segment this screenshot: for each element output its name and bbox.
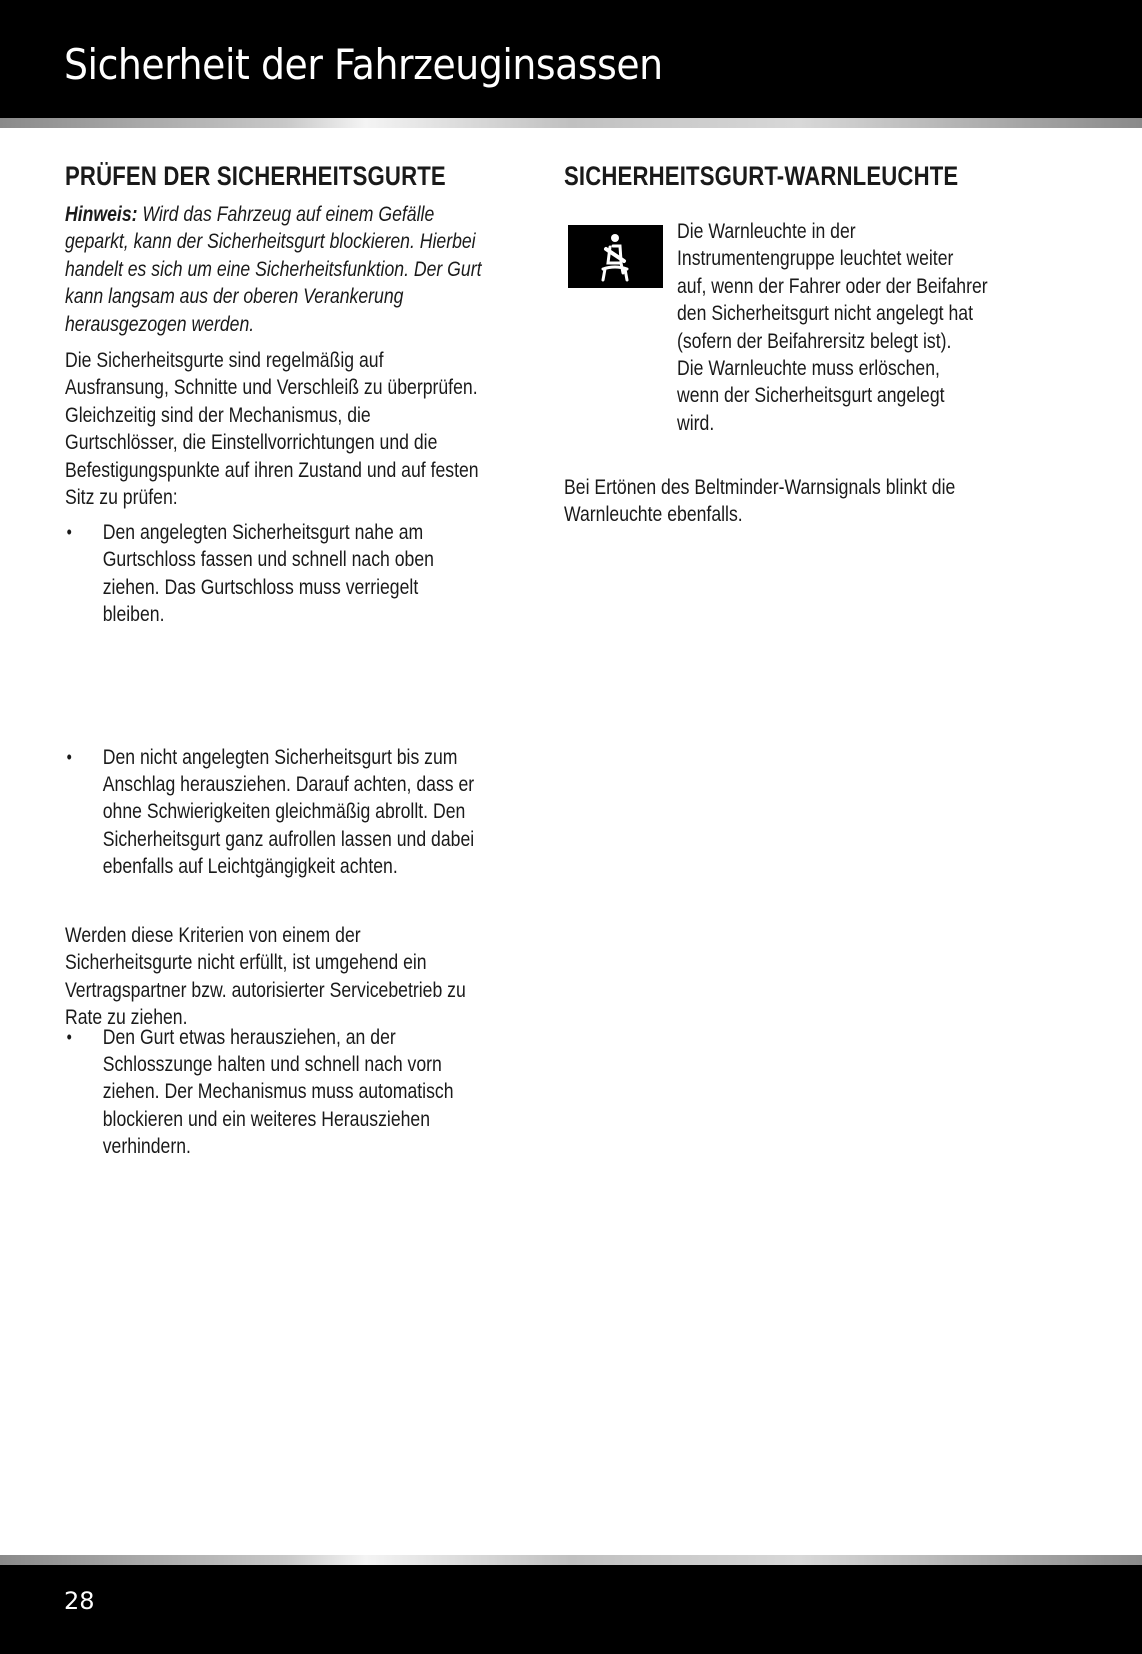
text-line: Den Gurt etwas herausziehen, an der xyxy=(102,1024,396,1049)
text-line: wenn der Sicherheitsgurt angelegt xyxy=(677,383,945,408)
note-line: kann langsam aus der oberen Verankerung xyxy=(65,284,404,309)
text-line: ziehen. Das Gurtschloss muss verriegelt xyxy=(102,574,419,599)
text-line: Rate zu ziehen. xyxy=(65,1005,188,1030)
section-heading: PRÜFEN DER SICHERHEITSGURTE xyxy=(65,161,446,191)
text-line: Die Warnleuchte muss erlöschen, xyxy=(677,356,940,381)
text-line: Gurtschloss fassen und schnell nach oben xyxy=(102,547,434,572)
text-line: Die Sicherheitsgurte sind regelmäßig auf xyxy=(65,348,384,372)
right-column xyxy=(564,161,958,191)
text-line: Den angelegten Sicherheitsgurt nahe am xyxy=(102,520,424,544)
text-line: Schlosszunge halten und schnell nach vorn xyxy=(102,1052,442,1077)
note-line: handelt es sich um eine Sicherheitsfunktion. Der Gurt xyxy=(65,256,482,281)
note-line: geparkt, kann der Sicherheitsgurt blockieren. Hierbei xyxy=(65,229,476,254)
note-label: Hinweis: xyxy=(65,202,138,226)
text-line: bleiben. xyxy=(102,602,165,627)
text-line: ebenfalls auf Leichtgängigkeit achten. xyxy=(102,854,398,879)
text-line: Gurtschlösser, die Einstellvorrichtungen und die xyxy=(65,430,438,455)
intro-paragraph xyxy=(65,347,479,511)
header-divider xyxy=(0,118,1142,128)
bullet-icon: • xyxy=(66,746,72,767)
text-line: Sicherheitsgurte nicht erfüllt, ist umgehend ein xyxy=(65,950,427,975)
note-line: Wird das Fahrzeug auf einem Gefälle xyxy=(137,202,435,226)
bullet-icon: • xyxy=(66,1026,72,1047)
text-line: Vertragspartner bzw. autorisierter Servicebetrieb zu xyxy=(65,977,466,1002)
bullet-item xyxy=(65,1024,1001,1161)
section-heading: SICHERHEITSGURT-WARNLEUCHTE xyxy=(564,161,959,191)
bullet-item xyxy=(65,519,1001,629)
bullet-item xyxy=(65,744,1001,881)
text-line: Befestigungspunkte auf ihren Zustand und auf festen xyxy=(65,457,479,482)
page-footer xyxy=(0,1565,1142,1654)
text-line: den Sicherheitsgurt nicht angelegt hat xyxy=(677,301,973,326)
note-line: herausgezogen werden. xyxy=(65,311,255,336)
text-line: Werden diese Kriterien von einem der xyxy=(65,923,361,947)
note-block xyxy=(65,201,481,338)
page-title: Sicherheit der Fahrzeuginsassen xyxy=(64,40,663,89)
page-header xyxy=(0,0,1142,118)
text-line: Anschlag herausziehen. Darauf achten, dass er xyxy=(102,772,475,797)
closing-paragraph xyxy=(65,922,466,1032)
left-column xyxy=(65,161,446,191)
text-line: Bei Ertönen des Beltminder-Warnsignals blinkt die xyxy=(564,475,956,499)
text-line: auf, wenn der Fahrer oder der Beifahrer xyxy=(677,273,988,298)
text-line: Sicherheitsgurt ganz aufrollen lassen und dabei xyxy=(102,826,475,851)
text-line: ohne Schwierigkeiten gleichmäßig abrollt. Den xyxy=(102,799,466,824)
bullet-icon: • xyxy=(66,522,72,542)
text-line: (sofern der Beifahrersitz belegt ist). xyxy=(677,328,952,353)
text-line: Sitz zu prüfen: xyxy=(65,485,178,510)
text-line: Den nicht angelegten Sicherheitsgurt bis zum xyxy=(102,744,458,769)
footer-divider xyxy=(0,1555,1142,1565)
text-line: Instrumentengruppe leuchtet weiter xyxy=(677,246,954,271)
text-line: blockieren und ein weiteres Herausziehen xyxy=(102,1106,431,1131)
text-line: wird. xyxy=(677,410,715,435)
warning-light-description xyxy=(677,218,988,437)
text-line: Warnleuchte ebenfalls. xyxy=(564,502,743,527)
text-line: verhindern. xyxy=(102,1134,191,1159)
page-number: 28 xyxy=(64,1587,95,1615)
text-line: Die Warnleuchte in der xyxy=(677,219,856,243)
seatbelt-warning-icon xyxy=(568,225,663,288)
text-line: ziehen. Der Mechanismus muss automatisch xyxy=(102,1079,454,1104)
text-line: Gleichzeitig sind der Mechanismus, die xyxy=(65,402,371,427)
beltminder-paragraph xyxy=(564,474,955,529)
text-line: Ausfransung, Schnitte und Verschleiß zu überprüfen. xyxy=(65,375,478,400)
